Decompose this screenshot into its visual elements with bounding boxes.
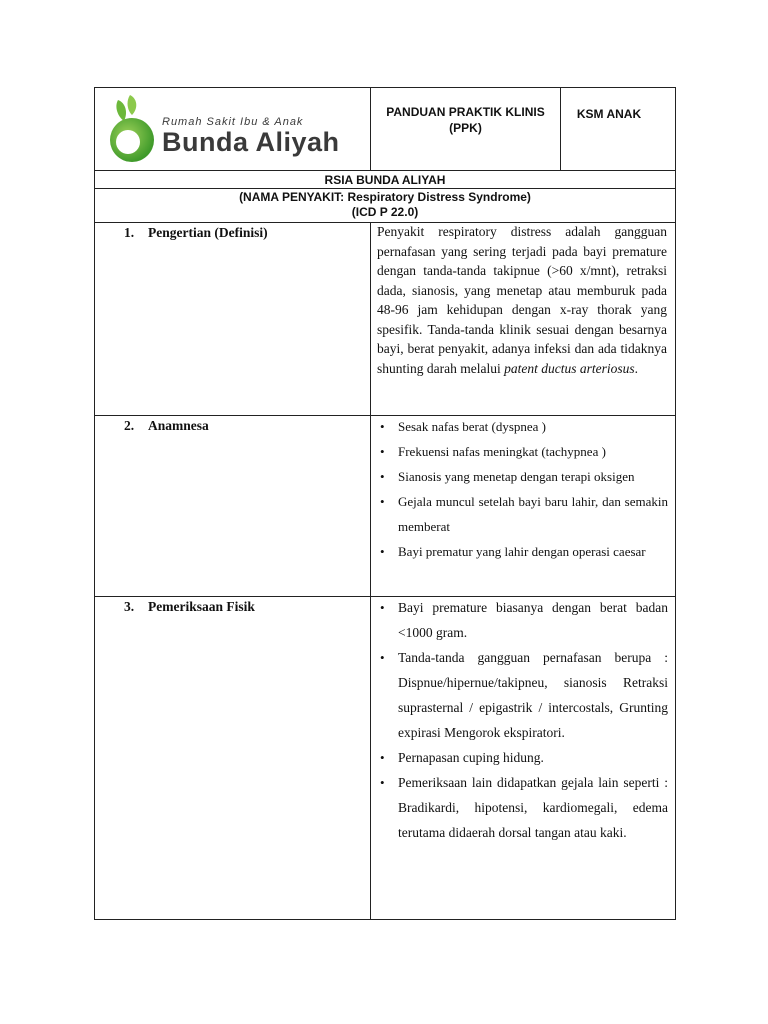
document-title	[371, 104, 560, 136]
definition-end: .	[634, 360, 638, 376]
list-item: • Bayi prematur yang lahir dengan operasi caesar	[377, 539, 668, 564]
section-3-number: 3.	[124, 599, 135, 614]
document-title-line-1: PANDUAN PRAKTIK KLINIS	[386, 105, 545, 119]
section-1-definition	[377, 222, 667, 378]
hospital-logo	[104, 95, 358, 165]
section-3-title	[124, 599, 255, 615]
logo-tagline: Rumah Sakit Ibu & Anak	[162, 116, 304, 128]
body-column-divider	[370, 222, 371, 920]
row-divider-institution	[94, 188, 676, 189]
section-1-number: 1.	[124, 225, 135, 240]
section-2-list	[377, 414, 668, 564]
section-1-label: Pengertian (Definisi)	[148, 225, 268, 240]
list-item: • Pemeriksaan lain didapatkan gejala lain seperti : Bradikardi, hipotensi, kardiomegali, edema terutama didaerah dorsal tangan atau kaki.	[377, 770, 668, 845]
list-item: • Bayi premature biasanya dengan berat badan <1000 gram.	[377, 595, 668, 645]
department-label: KSM ANAK	[576, 107, 642, 121]
header-divider-2	[560, 87, 561, 171]
logo-name: Bunda Aliyah	[162, 127, 340, 157]
list-item: • Gejala muncul setelah bayi baru lahir, dan semakin memberat	[377, 489, 668, 539]
section-2-number: 2.	[124, 418, 135, 433]
list-item: • Frekuensi nafas meningkat (tachypnea )	[377, 439, 668, 464]
document-title-line-2: (PPK)	[449, 121, 482, 135]
disease-name: (NAMA PENYAKIT: Respiratory Distress Syndrome)	[239, 190, 531, 204]
list-item: • Tanda-tanda gangguan pernafasan berupa : Dispnue/hipernue/takipneu, sianosis Retraksi suprasternal / epigastrik / intercostals, Grunting expirasi Mengorok ekspiratori.	[377, 645, 668, 745]
section-1-title	[124, 225, 268, 241]
section-2-title	[124, 418, 209, 434]
institution-name: RSIA BUNDA ALIYAH	[324, 173, 446, 187]
definition-italic-term: patent ductus arteriosus	[504, 360, 635, 376]
list-item: • Sianosis yang menetap dengan terapi oksigen	[377, 464, 668, 489]
icd-code: (ICD P 22.0)	[351, 205, 419, 219]
definition-text: Penyakit respiratory distress adalah gangguan pernafasan yang sering terjadi pada bayi premature dengan tanda-tanda takipnue (>60 x/mnt), retraksi dada, sianosis, yang menetap atau memburuk pada 48-96 jam kehidupan dengan x-ray thorak yang spesifik. Tanda-tanda klinik sesuai dengan besarnya bayi, berat penyakit, adanya infeksi dan ada tidaknya shunting darah melalui	[377, 224, 667, 376]
list-item: • Sesak nafas berat (dyspnea )	[377, 414, 668, 439]
row-divider-header	[94, 170, 676, 171]
section-3-list	[377, 595, 668, 845]
section-3-label: Pemeriksaan Fisik	[148, 599, 255, 614]
list-item: • Pernapasan cuping hidung.	[377, 745, 668, 770]
section-2-label: Anamnesa	[148, 418, 209, 433]
